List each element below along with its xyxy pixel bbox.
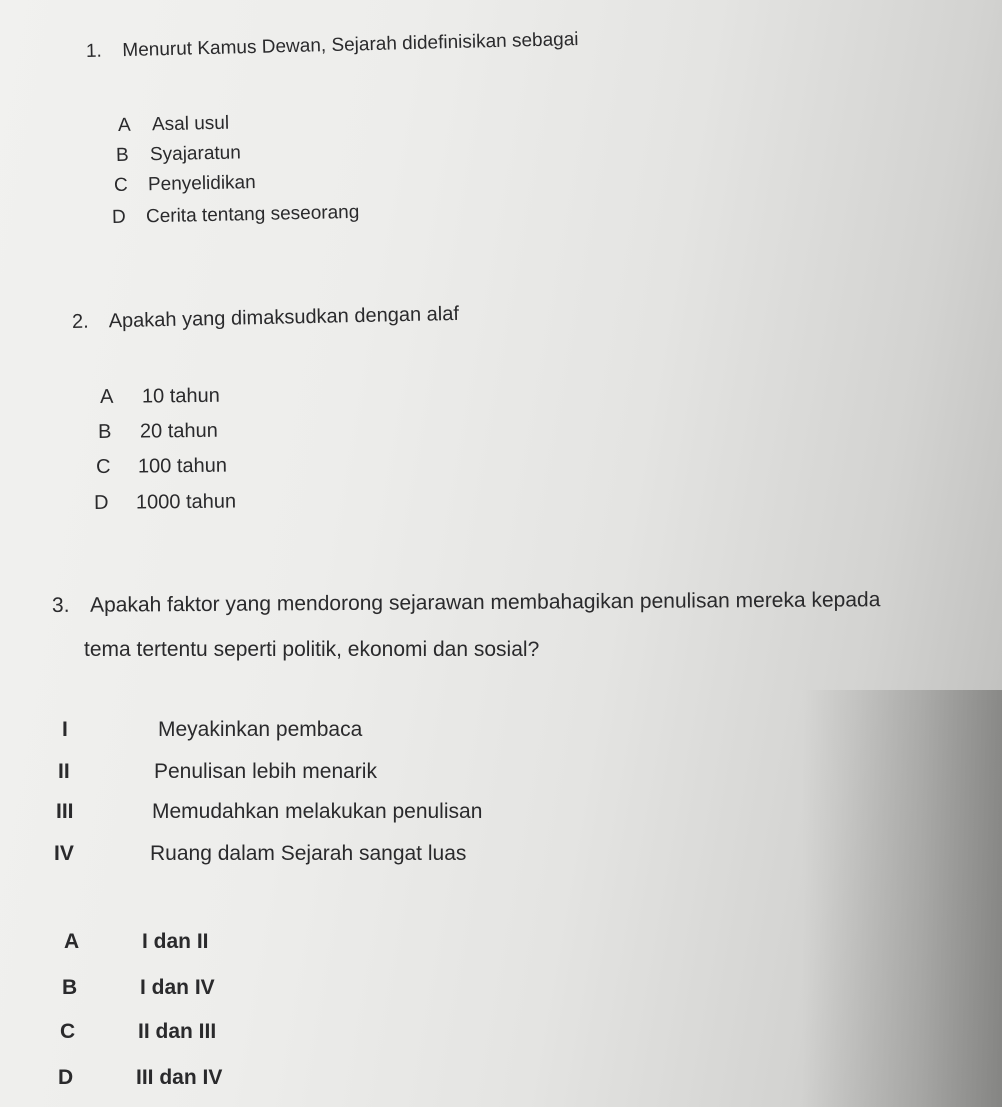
option-letter: C (95, 455, 111, 478)
option-letter: C (113, 174, 128, 196)
question-3-text-line-1 (52, 588, 881, 618)
question-2-option-a[interactable] (100, 384, 220, 409)
option-text: III dan IV (136, 1066, 223, 1089)
statement-text: Meyakinkan pembaca (158, 718, 363, 741)
statement-numeral: III (56, 800, 74, 823)
question-1-number: 1. (85, 40, 103, 62)
option-text: I dan II (142, 930, 209, 953)
option-text: Penyelidikan (147, 172, 256, 196)
question-3-option-c[interactable] (60, 1020, 216, 1044)
option-text: Asal usul (151, 112, 230, 136)
option-letter: D (93, 491, 109, 514)
option-letter: A (99, 385, 114, 408)
page-shadow (802, 690, 1002, 1107)
question-1-prompt: Menurut Kamus Dewan, Sejarah didefinisikan sebagai (122, 28, 579, 62)
question-3-text-line-2 (84, 638, 539, 662)
question-1-text (86, 28, 579, 64)
question-1-option-c[interactable] (114, 171, 256, 198)
question-3-option-a[interactable] (64, 930, 209, 954)
option-letter: B (115, 144, 129, 166)
question-3-option-b[interactable] (62, 976, 215, 1000)
statement-text: Ruang dalam Sejarah sangat luas (150, 842, 467, 865)
statement-numeral: IV (54, 842, 74, 865)
statement-text: Penulisan lebih menarik (154, 760, 377, 783)
option-letter: D (58, 1066, 74, 1089)
option-letter: A (64, 930, 80, 953)
option-letter: B (97, 420, 112, 443)
option-letter: C (60, 1020, 76, 1043)
statement-numeral: I (62, 718, 68, 741)
question-2-option-c[interactable] (96, 454, 227, 479)
question-3-statement-1 (62, 718, 362, 742)
question-3-prompt-line-2: tema tertentu seperti politik, ekonomi dan sosial? (84, 638, 540, 661)
question-3-statement-3 (56, 800, 482, 824)
question-3-statement-4 (54, 842, 466, 866)
question-3-prompt-line-1: Apakah faktor yang mendorong sejarawan membahagikan penulisan mereka kepada (89, 588, 881, 617)
option-text: Syajaratun (149, 142, 242, 166)
question-2-option-b[interactable] (98, 419, 218, 444)
option-text: 10 tahun (141, 384, 220, 408)
option-letter: A (117, 114, 131, 136)
question-2-prompt: Apakah yang dimaksudkan dengan alaf (108, 302, 460, 333)
question-1-option-d[interactable] (112, 201, 360, 230)
option-text: II dan III (138, 1020, 217, 1043)
option-text: Cerita tentang seseorang (145, 201, 360, 228)
option-text: 20 tahun (139, 419, 218, 443)
option-letter: B (62, 976, 78, 999)
option-text: 1000 tahun (135, 490, 237, 514)
option-text: 100 tahun (137, 454, 228, 478)
question-2-option-d[interactable] (94, 490, 236, 515)
question-2-text (72, 302, 459, 334)
question-3-option-d[interactable] (58, 1066, 222, 1090)
question-1-option-a[interactable] (118, 112, 230, 138)
question-2-number: 2. (71, 310, 89, 333)
option-letter: D (111, 206, 126, 228)
question-3-statement-2 (58, 760, 377, 784)
question-1-option-b[interactable] (116, 141, 241, 168)
question-3-number: 3. (51, 593, 70, 617)
option-text: I dan IV (140, 976, 215, 999)
statement-numeral: II (58, 760, 70, 783)
statement-text: Memudahkan melakukan penulisan (152, 800, 483, 823)
